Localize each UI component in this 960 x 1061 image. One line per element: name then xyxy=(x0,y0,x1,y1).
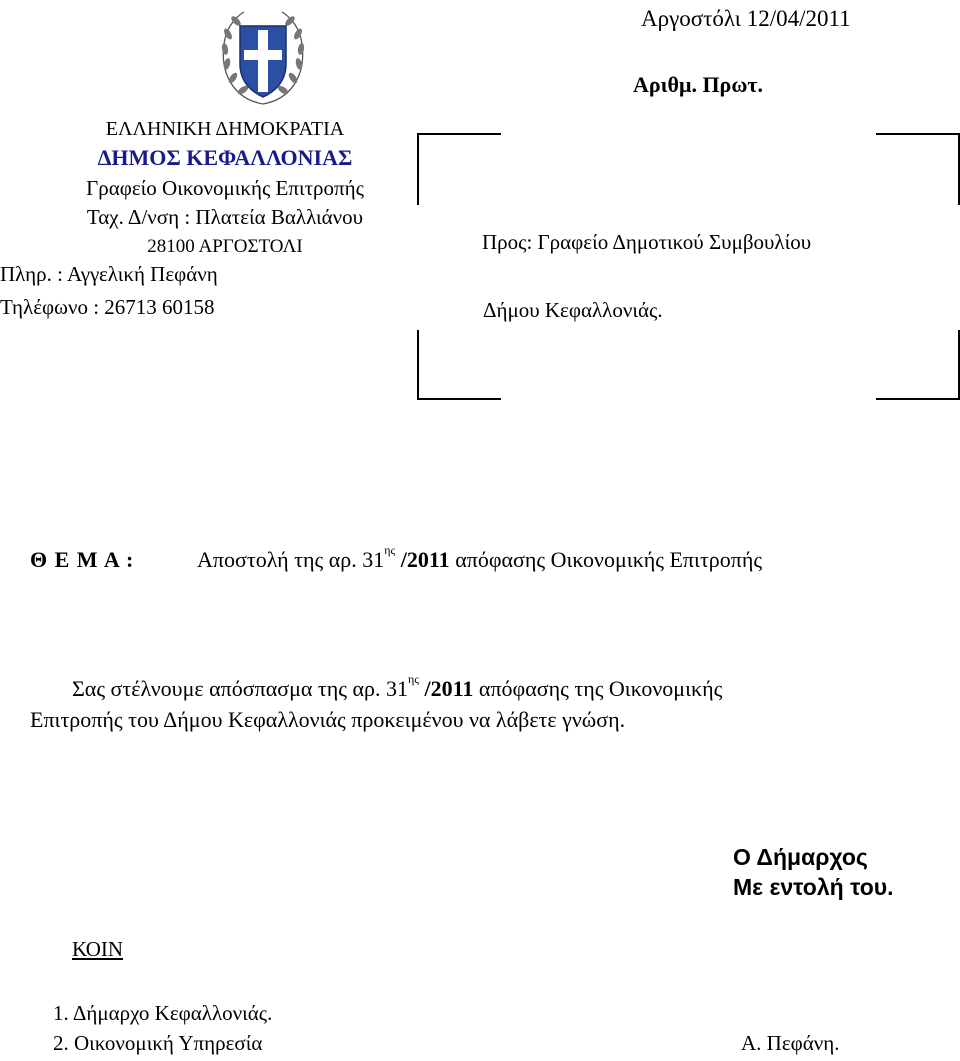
subject-text-part: Αποστολή της αρ. 31 xyxy=(197,547,385,572)
decision-year: /2011 xyxy=(395,547,450,572)
municipality-heading: ΔΗΜΟΣ ΚΕΦΑΛΛΟΝΙΑΣ xyxy=(97,145,353,170)
body-text-part: απόφασης της Οικονομικής xyxy=(473,676,723,701)
signatory-title: Ο Δήμαρχος xyxy=(733,844,868,870)
phone-number: Τηλέφωνο : 26713 60158 xyxy=(0,295,215,319)
cc-list-item: 1. Δήμαρχο Κεφαλλονιάς. xyxy=(53,1001,273,1025)
recipient-line: Δήμου Κεφαλλονιάς. xyxy=(483,298,663,322)
ordinal-suffix: ης xyxy=(407,672,420,686)
recipient-frame-corner xyxy=(417,330,501,400)
decision-year: /2011 xyxy=(419,676,474,701)
ordinal-suffix: ης xyxy=(384,543,396,557)
subject-text xyxy=(197,543,763,573)
body-text-part: Σας στέλνουμε απόσπασμα της αρ. 31 xyxy=(72,676,408,701)
body-paragraph-line xyxy=(72,672,723,702)
body-paragraph-line: Επιτροπής του Δήμου Κεφαλλονιάς προκειμένου να λάβετε γνώση. xyxy=(30,707,626,732)
recipient-frame-corner xyxy=(876,133,960,205)
cc-heading: ΚΟΙΝ xyxy=(72,937,124,961)
signer-name: Α. Πεφάνη. xyxy=(741,1031,840,1055)
contact-person: Πληρ. : Αγγελική Πεφάνη xyxy=(0,262,218,286)
document-date: Αργοστόλι 12/04/2011 xyxy=(641,6,851,31)
protocol-number-label: Αριθμ. Πρωτ. xyxy=(633,72,764,97)
republic-heading: ΕΛΛΗΝΙΚΗ ΔΗΜΟΚΡΑΤΙΑ xyxy=(105,118,345,140)
recipient-frame-corner xyxy=(876,330,960,400)
cc-list-item: 2. Οικονομική Υπηρεσία xyxy=(53,1031,263,1055)
signatory-order: Με εντολή του. xyxy=(733,874,894,900)
recipient-frame-corner xyxy=(417,133,501,205)
recipient-line: Προς: Γραφείο Δημοτικού Συμβουλίου xyxy=(482,230,812,254)
subject-label: Θ Ε Μ Α : xyxy=(30,547,135,572)
postcode-city: 28100 ΑΡΓΟΣΤΟΛΙ xyxy=(147,236,303,257)
postal-address: Ταχ. Δ/νση : Πλατεία Βαλλιάνου xyxy=(86,205,364,229)
greek-coat-of-arms-icon xyxy=(216,4,310,110)
subject-text-part: απόφασης Οικονομικής Επιτροπής xyxy=(449,547,763,572)
office-name: Γραφείο Οικονομικής Επιτροπής xyxy=(86,176,364,200)
